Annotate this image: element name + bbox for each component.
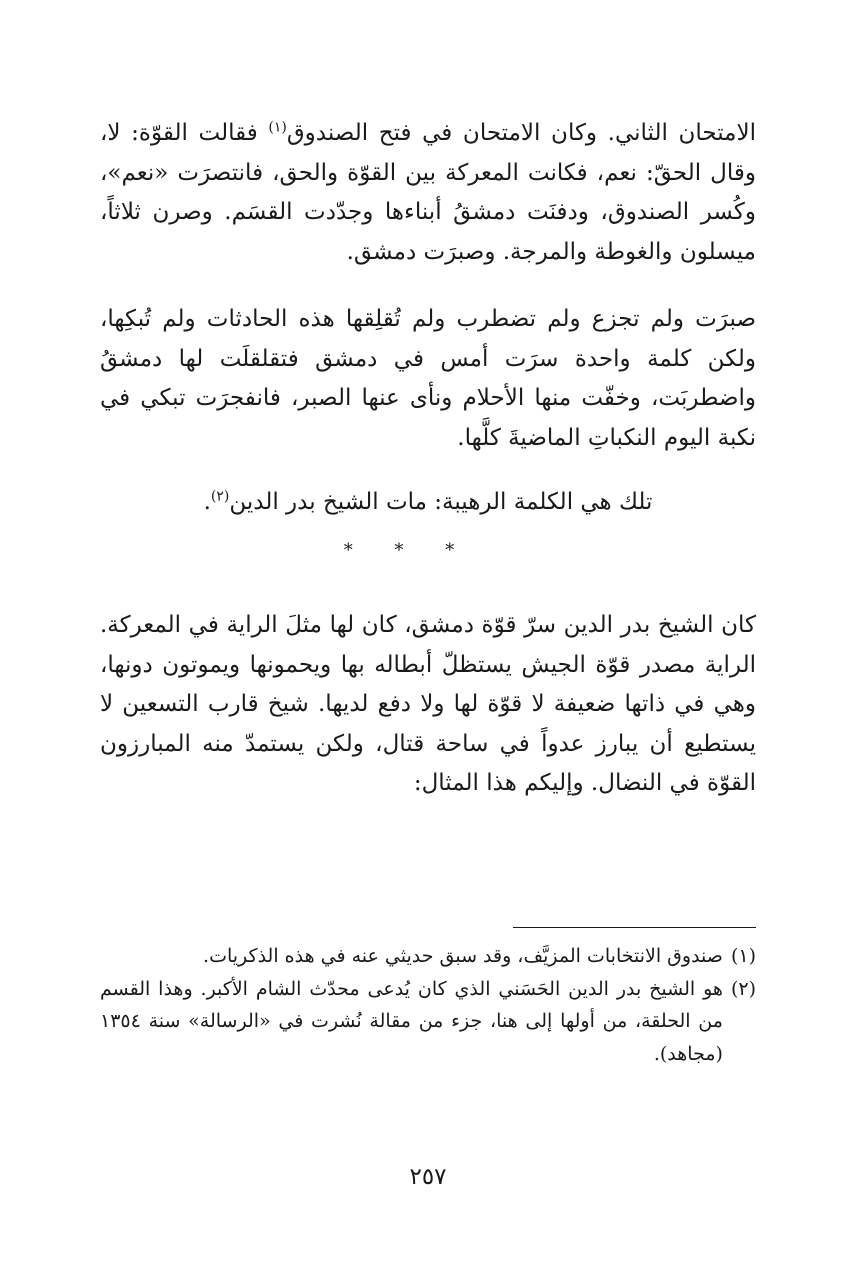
footnote-2-number: (٢) — [730, 977, 756, 1000]
paragraph-2: صبرَت ولم تجزع ولم تضطرب ولم تُقلِقها هذه الحادثات ولم تُبكِها، ولكن كلمة واحدة سرَت أمس في دمشق فتقلقلَت لها دمشقُ واضطربَت، وخفّت منها الأحلام ونأى عنها الصبر، فانفجرَت تبكي في نكبة اليوم النكباتِ الماضيةَ كلَّها. — [100, 306, 756, 451]
footnote-1 — [100, 940, 756, 973]
footnote-2-text: هو الشيخ بدر الدين الحَسَني الذي كان يُدعى محدّث الشام الأكبر. وهذا القسم من الحلقة، من أولها إلى هنا، جزء من مقالة نُشرت في «الرسالة» سنة ١٣٥٤ (مجاهد). — [100, 977, 723, 1065]
footnote-1-text: صندوق الانتخابات المزيَّف، وقد سبق حديثي عنه في هذه الذكريات. — [203, 945, 723, 967]
paragraph-1-text-start: الامتحان الثاني. وكان الامتحان في فتح الصندوق — [286, 120, 756, 146]
paragraph-1 — [100, 114, 756, 272]
section-separator: * * * — [343, 540, 473, 561]
footnote-ref-2: (٢) — [210, 488, 230, 505]
footnote-divider — [513, 927, 756, 928]
paragraph-3 — [100, 483, 756, 523]
footnotes — [100, 940, 756, 1070]
paragraph-4: كان الشيخ بدر الدين سرّ قوّة دمشق، كان لها مثلَ الراية في المعركة. الراية مصدر قوّة الجيش يستظلّ أبطاله بها ويحمونها ويموتون دونها، وهي في ذاتها ضعيفة لا قوّة لها ولا دفع لديها. شيخ قارب التسعين لا يستطيع أن يبارز عدواً في ساحة قتال، ولكن يستمدّ منه المبارزون القوّة في النضال. وإليكم هذا المثال: — [100, 612, 756, 796]
paragraph-1-text-end: فقالت القوّة: لا، وقال الحقّ: نعم، فكانت المعركة بين القوّة والحق، فانتصرَت «نعم»، وكُسر الصندوق، ودفنَت دمشقُ أبناءها وجدّدت القسَم. وصرن ثلاثاً، ميسلون والغوطة والمرجة. وصبرَت دمشق. — [100, 120, 756, 265]
footnote-2 — [100, 973, 756, 1071]
paragraph-3-text-end: . — [203, 489, 211, 515]
footnote-ref-1: (١) — [268, 119, 287, 136]
page-number: ٢٥٧ — [409, 1164, 447, 1190]
footnote-1-number: (١) — [730, 945, 756, 967]
paragraph-3-text-start: تلك هي الكلمة الرهيبة: مات الشيخ بدر الدين — [229, 489, 653, 515]
